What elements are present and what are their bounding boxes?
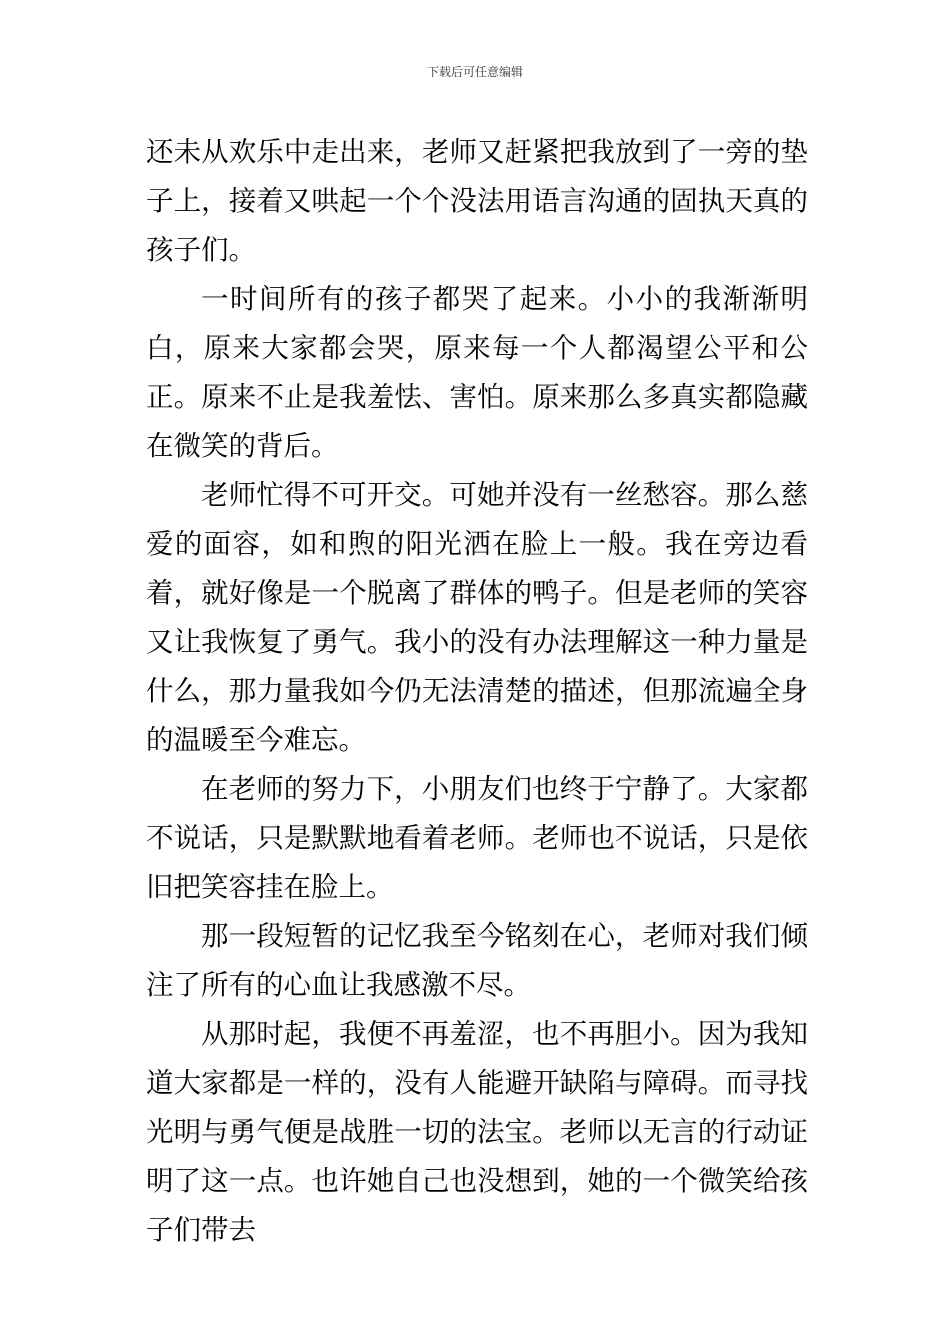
paragraph-3: 老师忙得不可开交。可她并没有一丝愁容。那么慈爱的面容，如和煦的阳光洒在脸上一般。我在旁边看着，就好像是一个脱离了群体的鸭子。但是老师的笑容又让我恢复了勇气。我小的没有办法理解这一种力量是什么，那力量我如今仍无法清楚的描述，但那流遍全身的温暖至今难忘。 <box>146 479 808 756</box>
page-header: 下载后可任意编辑 <box>426 65 523 79</box>
paragraph-4: 在老师的努力下，小朋友们也终于宁静了。大家都不说话，只是默默地看着老师。老师也不说话，只是依旧把笑容挂在脸上。 <box>146 773 808 903</box>
paragraph-6: 从那时起，我便不再羞涩，也不再胆小。因为我知道大家都是一样的，没有人能避开缺陷与障碍。而寻找光明与勇气便是战胜一切的法宝。老师以无言的行动证明了这一点。也许她自己也没想到，她的一个微笑给孩子们带去 <box>146 1018 808 1246</box>
paragraph-2: 一时间所有的孩子都哭了起来。小小的我渐渐明白，原来大家都会哭，原来每一个人都渴望公平和公正。原来不止是我羞怯、害怕。原来那么多真实都隐藏在微笑的背后。 <box>146 283 808 462</box>
paragraph-5: 那一段短暂的记忆我至今铭刻在心，老师对我们倾注了所有的心血让我感激不尽。 <box>146 920 808 1001</box>
document-body <box>146 128 808 1255</box>
paragraph-1: 还未从欢乐中走出来，老师又赶紧把我放到了一旁的垫子上，接着又哄起一个个没法用语言沟通的固执天真的孩子们。 <box>146 136 808 266</box>
